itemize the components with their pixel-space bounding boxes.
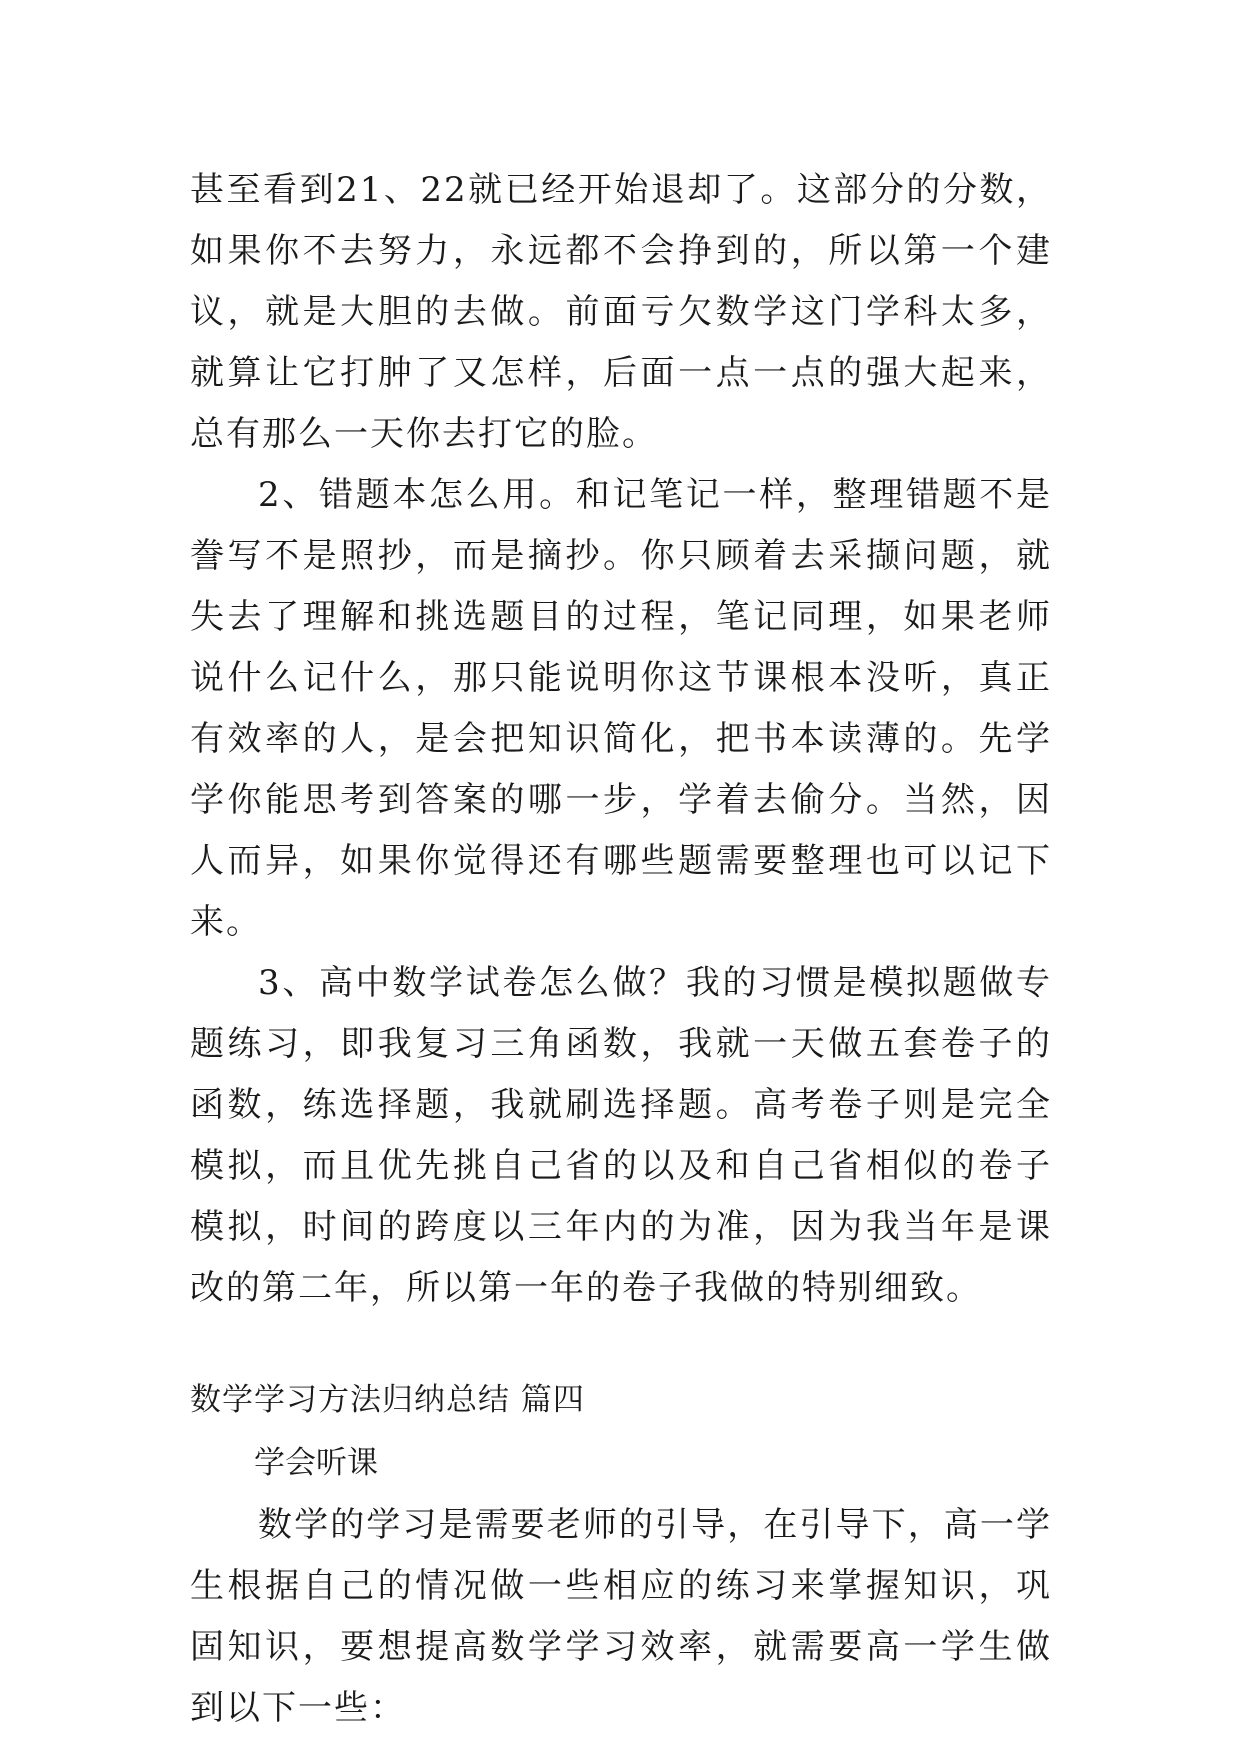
paragraph-final: 数学的学习是需要老师的引导，在引导下，高一学生根据自己的情况做一些相应的练习来掌握知识，巩固知识，要想提高数学学习效率，就需要高一学生做到以下一些： [190,1505,1052,1728]
paragraph-wrong-question-notebook: 2、错题本怎么用。和记笔记一样，整理错题不是誊写不是照抄，而是摘抄。你只顾着去采撷问题，就失去了理解和挑选题目的过程，笔记同理，如果老师说什么记什么，那只能说明你这节课根本没听，真正有效率的人，是会把知识简化，把书本读薄的。先学学你能思考到答案的哪一步，学着去偷分。当然，因人而异，如果你觉得还有哪些题需要整理也可以记下来。 [190,475,1052,942]
section-spacer [190,1319,1052,1369]
paragraph-continuation: 甚至看到21、22就已经开始退却了。这部分的分数，如果你不去努力，永远都不会挣到的，所以第一个建议，就是大胆的去做。前面亏欠数学这门学科太多，就算让它打肿了又怎样，后面一点一点的强大起来，总有那么一天你去打它的脸。 [190,170,1052,454]
section-title: 数学学习方法归纳总结 篇四 [190,1382,585,1418]
document-body [190,160,1052,1739]
paragraph-exam-practice: 3、高中数学试卷怎么做？我的习惯是模拟题做专题练习，即我复习三角函数，我就一天做五套卷子的函数，练选择题，我就刷选择题。高考卷子则是完全模拟，而且优先挑自己省的以及和自己省相似的卷子模拟，时间的跨度以三年内的为准，因为我当年是课改的第二年，所以第一年的卷子我做的特别细致。 [190,963,1052,1308]
subheading: 学会听课 [254,1445,378,1481]
